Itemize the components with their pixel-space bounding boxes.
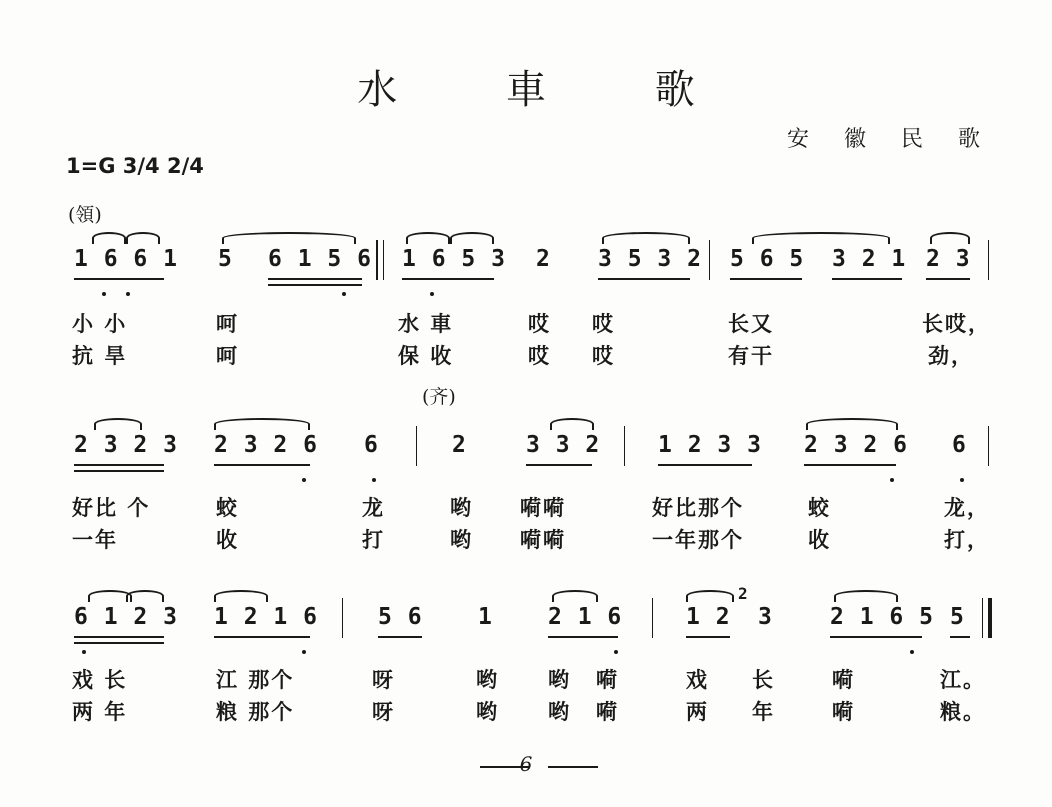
- lyric-line: 好比那个: [652, 495, 744, 520]
- underline: [926, 278, 970, 280]
- slur: [406, 232, 450, 244]
- underline: [214, 636, 310, 638]
- lyric-line: 哟: [548, 667, 571, 692]
- lyric-line: 两 年: [72, 699, 128, 724]
- lyric-line: 两: [686, 699, 709, 724]
- lyric-line: 龙: [362, 495, 385, 520]
- lyric-line: 打，: [944, 527, 990, 552]
- note-group: 2 3 2 3: [74, 432, 178, 458]
- lyric-line: 戏: [686, 667, 709, 692]
- note-group: 6 1 2 3: [74, 604, 178, 630]
- final-barline: [982, 598, 983, 638]
- lyric-line: 长哎，: [922, 311, 991, 336]
- note-group: 2 1 6: [548, 604, 623, 630]
- lyric-line: 收: [808, 527, 831, 552]
- barline: [416, 426, 417, 466]
- underline: [804, 464, 896, 466]
- barline: [624, 426, 625, 466]
- slur: [834, 590, 898, 602]
- final-barline: [988, 598, 992, 638]
- underline: [402, 278, 494, 280]
- lyric-line: 嗬: [832, 699, 855, 724]
- page-number: 6: [519, 752, 533, 776]
- lyric-line: 哟: [450, 495, 473, 520]
- lyric-line: 劲，: [928, 343, 974, 368]
- slur: [550, 418, 594, 430]
- underline: [268, 278, 362, 280]
- lyric-line: 哎: [592, 311, 615, 336]
- note-group: 1 2 3 3: [658, 432, 762, 458]
- lyric-line: 呵: [216, 311, 239, 336]
- slur: [126, 590, 164, 602]
- underline: [830, 636, 922, 638]
- note-group: 2: [452, 432, 467, 458]
- lyric-line: 哟: [548, 699, 571, 724]
- underline: [268, 284, 362, 286]
- lyric-line: 蛟: [216, 495, 239, 520]
- underline: [74, 464, 164, 466]
- barline: [709, 240, 710, 280]
- slur: [602, 232, 690, 244]
- note-group: 6 1 5 6: [268, 246, 372, 272]
- lyric-line: 嗬: [596, 667, 619, 692]
- underline: [214, 464, 310, 466]
- staff-row-2: [0, 432, 1052, 472]
- lyric-line: 好比 个: [72, 495, 151, 520]
- low-octave-dot: [614, 650, 618, 654]
- low-octave-dot: [342, 292, 346, 296]
- lyric-line: 哎: [592, 343, 615, 368]
- low-octave-dot: [960, 478, 964, 482]
- low-octave-dot: [372, 478, 376, 482]
- lyric-line: 嗬嗬: [520, 495, 566, 520]
- underline: [378, 636, 422, 638]
- note-group: 5 6 5: [730, 246, 805, 272]
- low-octave-dot: [890, 478, 894, 482]
- note-group: 1 6 6 1: [74, 246, 178, 272]
- lyric-line: 嗬: [832, 667, 855, 692]
- underline: [950, 636, 970, 638]
- lyric-line: 哟: [476, 699, 499, 724]
- note-group: 5: [950, 604, 965, 630]
- lyric-line: 嗬嗬: [520, 527, 566, 552]
- note-group: 2: [536, 246, 551, 272]
- barline: [342, 598, 343, 638]
- underline: [658, 464, 752, 466]
- slur: [752, 232, 890, 244]
- underline: [598, 278, 690, 280]
- lyric-line: 哎: [528, 343, 551, 368]
- barline: [652, 598, 653, 638]
- slur: [930, 232, 970, 244]
- note-group: 3 2 1: [832, 246, 907, 272]
- lyric-line: 呀: [372, 667, 395, 692]
- underline: [74, 278, 164, 280]
- staff-row-3: [0, 584, 1052, 644]
- double-barline: [376, 240, 378, 280]
- slur: [92, 232, 126, 244]
- lyric-line: 蛟: [808, 495, 831, 520]
- slur: [450, 232, 494, 244]
- underline: [832, 278, 902, 280]
- note-group: 3 5 3 2: [598, 246, 702, 272]
- barline: [988, 426, 989, 466]
- lyric-line: 龙，: [944, 495, 990, 520]
- underline: [74, 642, 164, 644]
- underline: [548, 636, 618, 638]
- slur: [214, 418, 310, 430]
- lyric-line: 小 小: [72, 311, 128, 336]
- low-octave-dot: [302, 478, 306, 482]
- note-group: 1 2 1 6: [214, 604, 318, 630]
- note-group: 2 3: [926, 246, 971, 272]
- underline: [730, 278, 802, 280]
- lyric-line: 戏 长: [72, 667, 128, 692]
- lyric-line: 哎: [528, 311, 551, 336]
- song-title: 水 車 歌: [357, 67, 743, 113]
- lyric-line: 保 收: [398, 343, 454, 368]
- note-group: 2 1 6 5: [830, 604, 934, 630]
- slur: [552, 590, 598, 602]
- lyric-line: 江 那个: [216, 667, 295, 692]
- lyric-line: 抗 旱: [72, 343, 128, 368]
- lyric-line: 长: [752, 667, 775, 692]
- lyric-line: 打: [362, 527, 385, 552]
- slur: [806, 418, 898, 430]
- double-barline: [383, 240, 384, 280]
- note-group: 1: [478, 604, 493, 630]
- lyric-line: 呵: [216, 343, 239, 368]
- underline: [686, 636, 730, 638]
- lead-mark: (領): [68, 204, 102, 226]
- lyric-line: 年: [752, 699, 775, 724]
- low-octave-dot: [430, 292, 434, 296]
- staff-row-1: [0, 246, 1052, 286]
- underline: [74, 636, 164, 638]
- slur: [94, 418, 142, 430]
- lyric-line: 粮。: [940, 699, 986, 724]
- note-group: 2 3 2 6: [214, 432, 318, 458]
- song-source: 安 徽 民 歌: [787, 127, 994, 152]
- note-group: 6: [952, 432, 967, 458]
- note-group: 6: [364, 432, 379, 458]
- slur: [222, 232, 356, 244]
- lyric-line: 有干: [728, 343, 774, 368]
- page-number-dash: [548, 766, 598, 768]
- slur: [686, 590, 734, 602]
- note-group: 3: [758, 604, 773, 630]
- note-group: 5 6: [378, 604, 423, 630]
- low-octave-dot: [126, 292, 130, 296]
- low-octave-dot: [910, 650, 914, 654]
- note-group: 2 3 2 6: [804, 432, 908, 458]
- lyric-line: 粮 那个: [216, 699, 295, 724]
- grace-note: 2: [738, 584, 749, 603]
- lyric-line: 哟: [476, 667, 499, 692]
- low-octave-dot: [102, 292, 106, 296]
- barline: [988, 240, 989, 280]
- underline: [526, 464, 592, 466]
- low-octave-dot: [302, 650, 306, 654]
- lyric-line: 一年那个: [652, 527, 744, 552]
- note-group: 1 2: [686, 604, 731, 630]
- lyric-line: 呀: [372, 699, 395, 724]
- note-group: 1 6 5 3: [402, 246, 506, 272]
- slur: [214, 590, 268, 602]
- together-mark: (齐): [422, 386, 456, 408]
- lyric-line: 嗬: [596, 699, 619, 724]
- lyric-line: 收: [216, 527, 239, 552]
- lyric-line: 水 車: [398, 311, 454, 336]
- lyric-line: 长又: [728, 311, 774, 336]
- lyric-line: 一年: [72, 527, 118, 552]
- underline: [74, 470, 164, 472]
- lyric-line: 哟: [450, 527, 473, 552]
- slur: [126, 232, 160, 244]
- lyric-line: 江。: [940, 667, 986, 692]
- key-signature: 1=G 3/4 2/4: [66, 154, 204, 178]
- note-group: 5: [218, 246, 233, 272]
- low-octave-dot: [82, 650, 86, 654]
- note-group: 3 3 2: [526, 432, 601, 458]
